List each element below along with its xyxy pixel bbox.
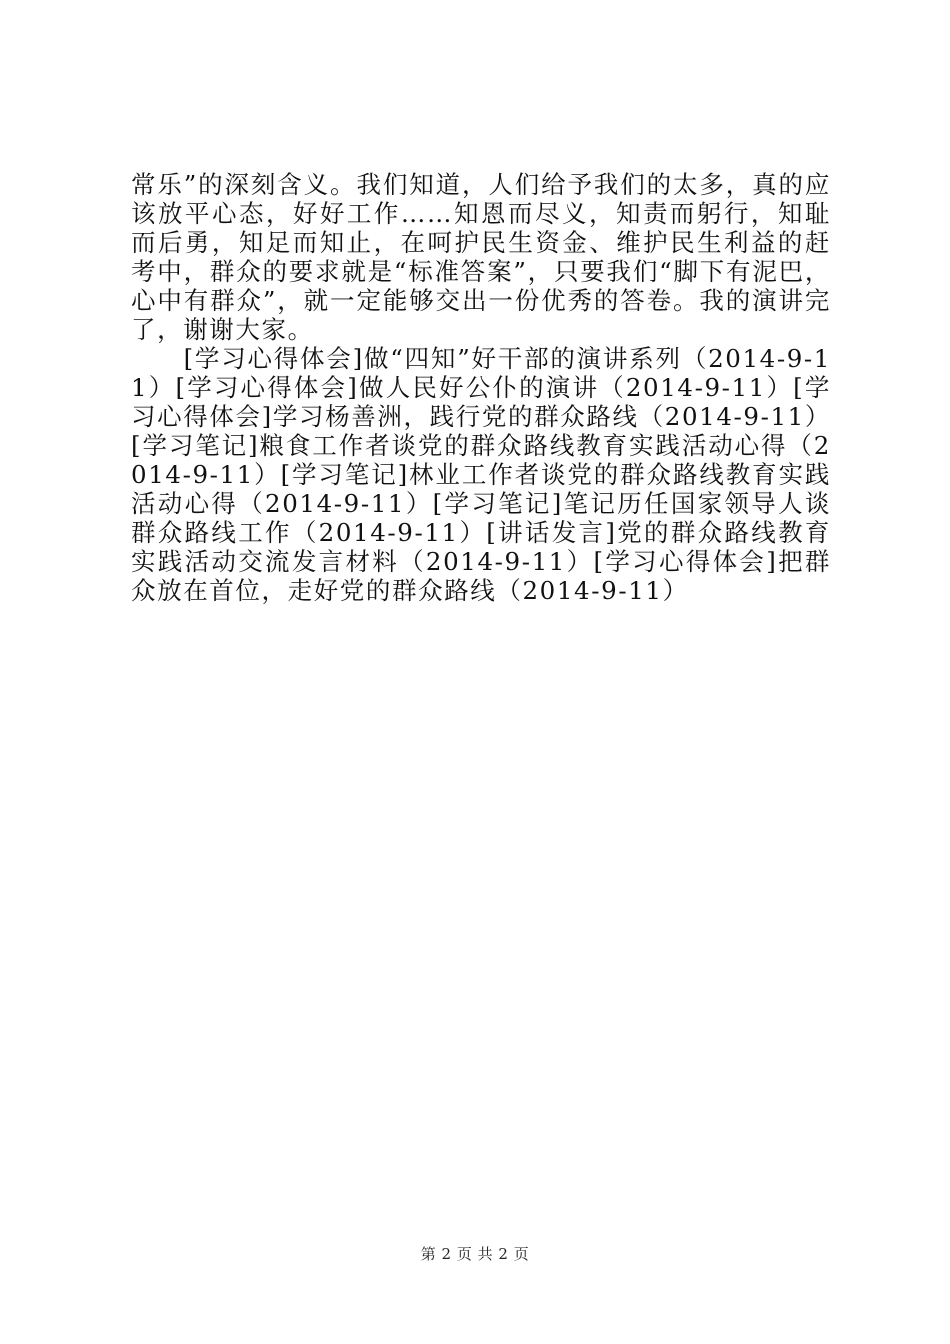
closing-paragraph: 常乐”的深刻含义。我们知道，人们给予我们的太多，真的应该放平心态，好好工作……知恩而尽义，知责而躬行，知耻而后勇，知足而知止，在呵护民生资金、维护民生利益的赶考中，群众的要求就是“标准答案”，只要我们“脚下有泥巴，心中有群众”，就一定能够交出一份优秀的答卷。我的演讲完了，谢谢大家。 [131, 170, 831, 344]
document-body [131, 170, 831, 605]
related-articles-paragraph: [学习心得体会]做“四知”好干部的演讲系列（2014-9-11）[学习心得体会]做人民好公仆的演讲（2014-9-11）[学习心得体会]学习杨善洲，践行党的群众路线（2014-9-11）[学习笔记]粮食工作者谈党的群众路线教育实践活动心得（2014-9-11）[学习笔记]林业工作者谈党的群众路线教育实践活动心得（2014-9-11）[学习笔记]笔记历任国家领导人谈群众路线工作（2014-9-11）[讲话发言]党的群众路线教育实践活动交流发言材料（2014-9-11）[学习心得体会]把群众放在首位，走好党的群众路线（2014-9-11） [131, 344, 831, 605]
page-footer: 第 2 页 共 2 页 [420, 1245, 530, 1263]
